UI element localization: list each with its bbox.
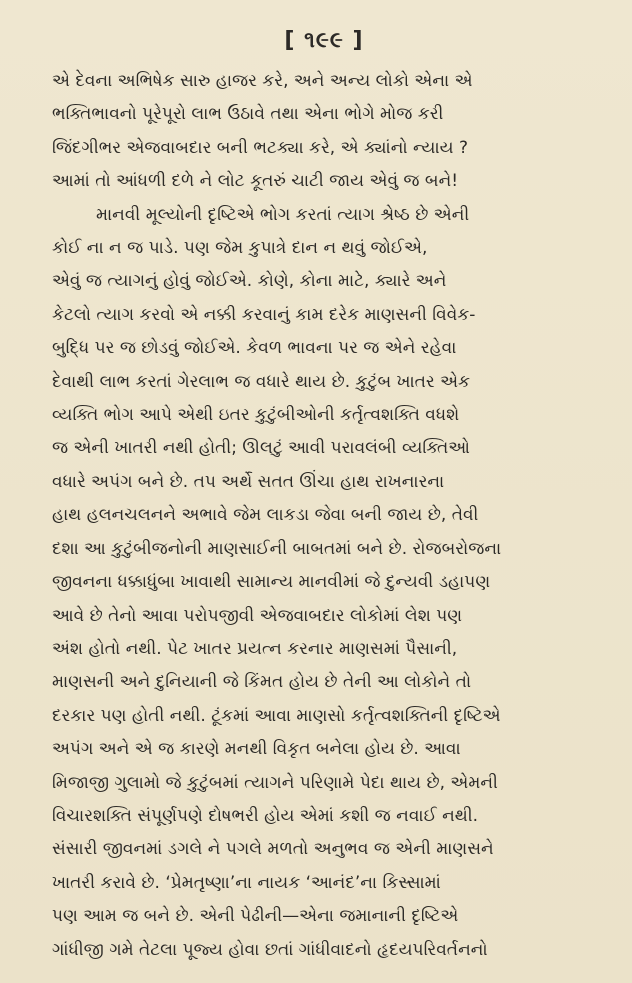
text-line: અંશ હોતો નથી. પેટ ખાતર પ્રયત્ન કરનાર માણસમાં પૈસાની, <box>52 638 458 659</box>
text-line: મિજાજી ગુલામો જે કુટુંબમાં ત્યાગને પરિણામે પેદા થાય છે, એમની <box>52 772 498 793</box>
text-line: વ્યક્તિ ભોગ આપે એથી ઇતર કુટુંબીઓની કર્તૃત્વશક્તિ વધશે <box>52 405 460 426</box>
text-line: વધારે અપંગ બને છે. તપ અર્થે સતત ઊંચા હાથ રાખનારના <box>52 471 445 492</box>
text-line: દશા આ કુટુંબીજનોની માણસાઈની બાબતમાં બને છે. રોજબરોજના <box>52 538 502 559</box>
text-line: કેટલો ત્યાગ કરવો એ નક્કી કરવાનું કામ દરેક માણસની વિવેક- <box>52 304 476 325</box>
text-line: ભક્તિભાવનો પૂરેપૂરો લાભ ઉઠાવે તથા એના ભોગે મોજ કરી <box>52 104 444 125</box>
text-line: આમાં તો આંધળી દળે ને લોટ કૂતરું ચાટી જાય એવું જ બને! <box>52 171 459 192</box>
text-line: એવું જ ત્યાગનું હોવું જોઈએ. કોણે, કોના માટે, ક્યારે અને <box>52 271 447 292</box>
text-line: દેવાથી લાભ કરતાં ગેરલાભ જ વધારે થાય છે. કુટુંબ ખાતર એક <box>52 371 471 392</box>
text-line: જિંદગીભર એજવાબદાર બની ભટક્યા કરે, એ ક્યાંનો ન્યાય ? <box>52 137 468 158</box>
text-line: અપંગ અને એ જ કારણે મનથી વિકૃત બનેલા હોય છે. આવા <box>52 739 461 760</box>
text-line: દરકાર પણ હોતી નથી. ટૂંકમાં આવા માણસો કર્તૃત્વશક્તિની દૃષ્ટિએ <box>52 705 501 726</box>
page-body-text <box>52 65 596 967</box>
text-line: આવે છે તેનો આવા પરોપજીવી એજવાબદાર લોકોમાં લેશ પણ <box>52 605 463 626</box>
paragraph-start-line: માનવી મૂલ્યોની દૃષ્ટિએ ભોગ કરતાં ત્યાગ શ્રેષ્ઠ છે એની <box>96 204 470 225</box>
text-line: જ એની ખાતરી નથી હોતી; ઊલટું આવી પરાવલંબી વ્યક્તિઓ <box>52 438 470 459</box>
text-line: જીવનના ધક્કાધુંબા ખાવાથી સામાન્ય માનવીમાં જે દુન્યવી ડહાપણ <box>52 572 491 593</box>
text-line: કોઈ ના ન જ પાડે. પણ જેમ કુપાત્રે દાન ન થવું જોઈએ, <box>52 238 428 259</box>
text-line: એ દેવના અભિષેક સારુ હાજર કરે, અને અન્ય લોકો એના એ <box>52 71 473 91</box>
page-number: [ ૧૯૯ ] <box>284 28 364 53</box>
text-line: વિચારશક્તિ સંપૂર્ણપણે દોષભરી હોય એમાં કશી જ નવાઈ નથી. <box>52 805 479 826</box>
text-line: સંસારી જીવનમાં ડગલે ને પગલે મળતો અનુભવ જ એની માણસને <box>52 839 494 860</box>
text-line: ગાંધીજી ગમે તેટલા પૂજ્ય હોવા છતાં ગાંધીવાદનો હૃદયપરિવર્તનનો <box>52 939 488 960</box>
text-line: માણસની અને દુનિયાની જે કિંમત હોય છે તેની આ લોકોને તો <box>52 672 472 693</box>
text-line: પણ આમ જ બને છે. એની પેઢીની—એના જમાનાની દૃષ્ટિએ <box>52 906 459 927</box>
text-line: બુદ્ધિ પર જ છોડવું જોઈએ. કેવળ ભાવના પર જ એને રહેવા <box>52 338 457 359</box>
text-line: ખાતરી કરાવે છે. ‘પ્રેમતૃષ્ણા’ના નાયક ‘આનંદ’ના કિસ્સામાં <box>52 872 441 893</box>
text-line: હાથ હલનચલનને અભાવે જેમ લાકડા જેવા બની જાય છે, તેવી <box>52 505 479 526</box>
